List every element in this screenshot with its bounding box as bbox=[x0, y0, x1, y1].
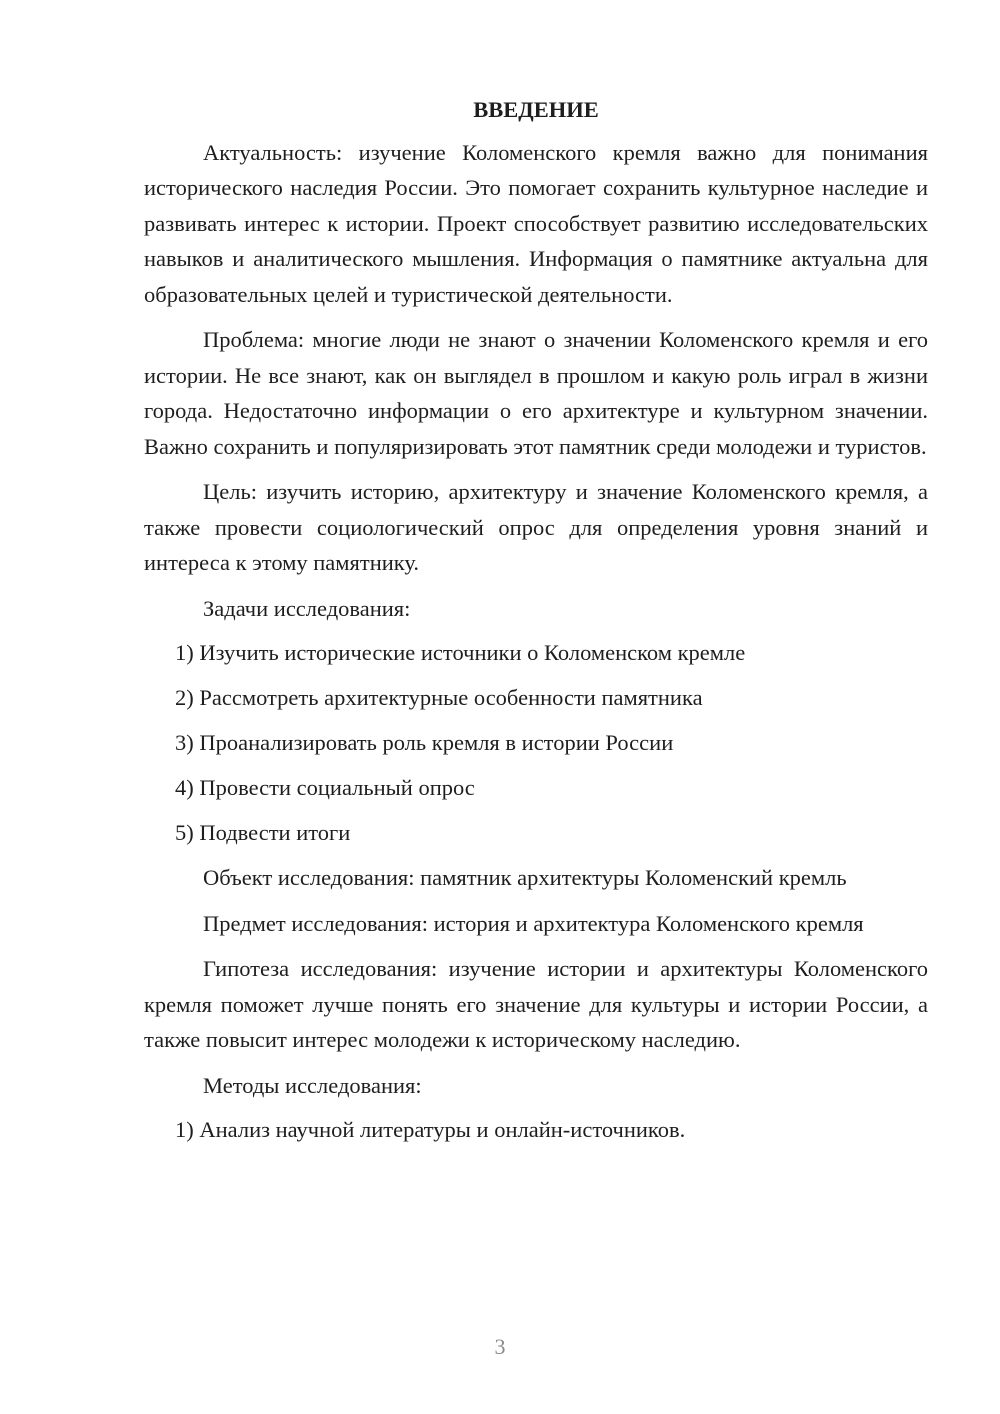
section-title: ВВЕДЕНИЕ bbox=[473, 97, 599, 122]
methods-list bbox=[144, 1112, 928, 1148]
object-paragraph: Объект исследования: памятник архитектуры Коломенский кремль bbox=[203, 865, 847, 891]
task-item: 2) Рассмотреть архитектурные особенности памятника bbox=[175, 685, 703, 711]
tasks-list bbox=[144, 635, 928, 851]
task-item: 3) Проанализировать роль кремля в истории России bbox=[175, 730, 674, 756]
methods-label: Методы исследования: bbox=[203, 1072, 422, 1098]
document-page bbox=[144, 92, 928, 1158]
task-item: 4) Провести социальный опрос bbox=[175, 775, 475, 801]
goal-paragraph: Цель: изучить историю, архитектуру и значение Коломенского кремля, а также провести социологический опрос для определения уровня знаний и интереса к этому памятнику. bbox=[144, 479, 928, 575]
task-item: 1) Изучить исторические источники о Коломенском кремле bbox=[175, 640, 746, 665]
problem-paragraph: Проблема: многие люди не знают о значении Коломенского кремля и его истории. Не все знают, как он выглядел в прошлом и какую роль играл в жизни города. Недостаточно информации о его архитектуре и культурном значении. Важно сохранить и популяризировать этот памятник среди молодежи и туристов. bbox=[144, 327, 928, 459]
task-item: 5) Подвести итоги bbox=[175, 820, 351, 846]
tasks-label: Задачи исследования: bbox=[203, 595, 411, 621]
hypothesis-paragraph: Гипотеза исследования: изучение истории и архитектуры Коломенского кремля поможет лучше понять его значение для культуры и истории России, а также повысит интерес молодежи к историческому наследию. bbox=[144, 956, 928, 1053]
relevance-paragraph: Актуальность: изучение Коломенского кремля важно для понимания исторического наследия России. Это помогает сохранить культурное наследие и развивать интерес к истории. Проект способствует развитию исследовательских навыков и аналитического мышления. Информация о памятнике актуальна для образовательных целей и туристической деятельности. bbox=[144, 139, 928, 307]
method-item: 1) Анализ научной литературы и онлайн-источников. bbox=[175, 1117, 686, 1143]
subject-paragraph: Предмет исследования: история и архитектура Коломенского кремля bbox=[203, 910, 864, 936]
page-number: 3 bbox=[494, 1334, 506, 1359]
